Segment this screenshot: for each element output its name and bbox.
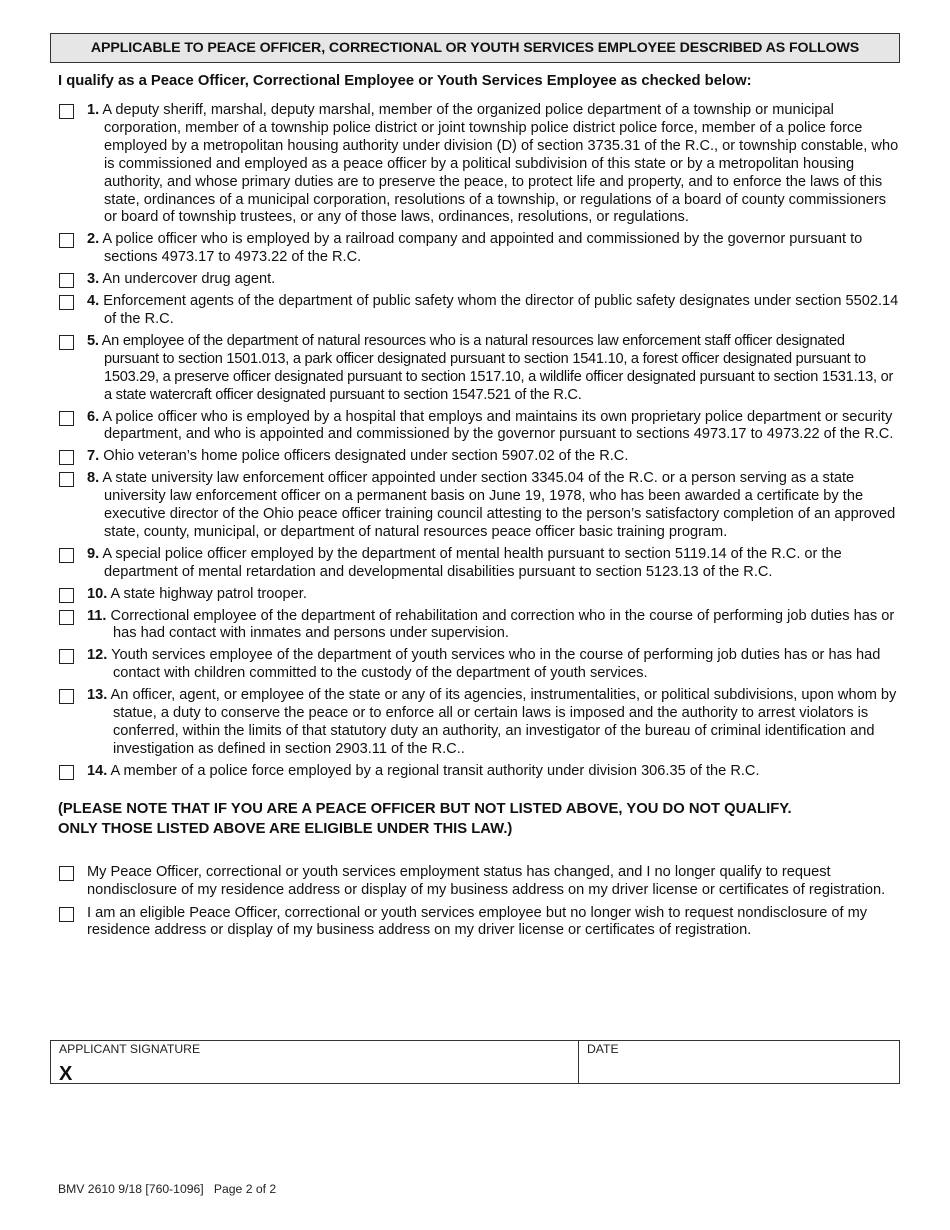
checkbox[interactable] [59, 548, 74, 563]
item-number: 7. [87, 448, 100, 465]
qualify-heading: I qualify as a Peace Officer, Correctional Employee or Youth Services Employee as checked below: [58, 73, 752, 89]
item-text: Correctional employee of the department of rehabilitation and correction who in the course of performing job duties has or has had contact with inmates and persons under supervision. [110, 607, 895, 642]
signature-label: APPLICANT SIGNATURE [59, 1042, 201, 1056]
checkbox[interactable] [59, 765, 74, 780]
checkbox[interactable] [59, 472, 74, 487]
eligibility-note [58, 799, 900, 839]
item-number: 6. [87, 408, 100, 425]
note-line-2: ONLY THOSE LISTED ABOVE ARE ELIGIBLE UNDER THIS LAW.) [58, 820, 513, 837]
item-text: Ohio veteran’s home police officers designated under section 5907.02 of the R.C. [103, 448, 629, 465]
page-number: Page 2 of 2 [213, 1182, 277, 1196]
signature-cell [51, 1041, 579, 1083]
qualification-item-14 [50, 763, 900, 781]
checkbox[interactable] [59, 588, 74, 603]
item-text: A police officer who is employed by a hospital that employs and maintains its own proprietary police department or security department, and who is appointed and commissioned by the governor pursuant to sections 4973.17 to 4973.22 of the R.C. [102, 408, 894, 443]
item-text: A state university law enforcement officer appointed under section 3345.04 of the R.C. or a person serving as a state university law enforcement officer on a permanent basis on June 19, 1978, who has been awarded a certificate by the executive director of the Ohio peace officer training council attesting to the person’s satisfactory completion of an approved state, county, municipal, or department of natural resources peace officer basic training program. [102, 470, 896, 540]
item-number: 5. [87, 332, 99, 349]
status-option-text: My Peace Officer, correctional or youth services employment status has changed, and I no longer qualify to request nondisclosure of my residence address or display of my business address on my driver license or certificates of registration. [87, 863, 886, 898]
item-text: An officer, agent, or employee of the state or any of its agencies, instrumentalities, or political subdivisions, upon whom by statue, a duty to conserve the peace or to enforce all or certain laws is imposed and the authority to arrest violators is conferred, within the limits of that statutory duty an authority, an investigator of the bureau of criminal identification and investigation as defined in section 2903.11 of the R.C.. [110, 687, 897, 757]
checkbox[interactable] [59, 273, 74, 288]
checkbox[interactable] [59, 450, 74, 465]
status-option-no-longer-qualify [50, 864, 900, 900]
qualification-item-5 [50, 333, 900, 405]
date-field[interactable] [587, 1059, 893, 1083]
checkbox[interactable] [59, 335, 74, 350]
qualification-item-3 [50, 271, 900, 289]
qualification-item-6 [50, 409, 900, 445]
note-line-1: (PLEASE NOTE THAT IF YOU ARE A PEACE OFFICER BUT NOT LISTED ABOVE, YOU DO NOT QUALIFY. [58, 800, 792, 817]
checkbox[interactable] [59, 233, 74, 248]
qualification-item-12 [50, 647, 900, 683]
date-cell [579, 1041, 899, 1083]
checkbox[interactable] [59, 104, 74, 119]
qualification-item-1 [50, 102, 900, 227]
signature-field[interactable] [83, 1059, 572, 1083]
qualification-item-7 [50, 448, 900, 466]
item-text: A special police officer employed by the department of mental health pursuant to section 5119.14 of the R.C. or the department of mental retardation and developmental disabilities pursuant to section 5123.13 of the R.C. [102, 545, 842, 580]
qualification-item-13 [50, 687, 900, 759]
item-number: 11. [87, 607, 107, 624]
checkbox[interactable] [59, 411, 74, 426]
item-number: 1. [87, 102, 100, 118]
checkbox[interactable] [59, 907, 74, 922]
qualification-item-8 [50, 470, 900, 542]
checkbox[interactable] [59, 610, 74, 625]
item-number: 13. [87, 687, 108, 704]
qualification-item-10 [50, 586, 900, 604]
item-number: 10. [87, 585, 108, 602]
signature-mark: X [59, 1063, 73, 1085]
form-id: BMV 2610 9/18 [760-1096] [58, 1182, 204, 1196]
status-options [50, 864, 900, 941]
item-number: 14. [87, 762, 108, 779]
qualification-item-4 [50, 293, 900, 329]
qualification-list [50, 102, 900, 781]
checkbox[interactable] [59, 649, 74, 664]
status-option-no-longer-wish [50, 905, 900, 941]
qualification-item-11 [50, 608, 900, 644]
status-option-text: I am an eligible Peace Officer, correctional or youth services employee but no longer wish to request nondisclosure of my residence address or display of my business address on my driver license or certificates of registration. [87, 904, 868, 939]
form-footer [58, 1182, 276, 1196]
item-text: A deputy sheriff, marshal, deputy marshal, member of the organized police department of a township or municipal corporation, member of a township police district or joint township police district police force, member of a police force employed by a metropolitan housing authority under division (D) of section 3735.31 of the R.C., or township constable, who is commissioned and employed as a peace officer by a political subdivision of this state or by a metropolitan housing authority, and whose primary duties are to preserve the peace, to protect life and property, and to enforce the laws of this state, ordinances of a municipal corporation, resolutions of a township, or regulations of a board of county commissioners or board of township trustees, or any of those laws, ordinances, resolutions, or regulations. [102, 102, 899, 226]
item-number: 4. [87, 293, 100, 310]
date-label: DATE [587, 1042, 619, 1056]
section-header: APPLICABLE TO PEACE OFFICER, CORRECTIONAL OR YOUTH SERVICES EMPLOYEE DESCRIBED AS FOLLOWS [50, 33, 900, 63]
signature-table [50, 1040, 900, 1084]
item-number: 9. [87, 545, 100, 562]
item-text: A police officer who is employed by a railroad company and appointed and commissioned by the governor pursuant to sections 4973.17 to 4973.22 of the R.C. [102, 231, 863, 266]
item-text: A state highway patrol trooper. [110, 585, 307, 602]
item-text: Youth services employee of the department of youth services who in the course of performing job duties has or has had contact with children committed to the custody of the department of youth services. [111, 647, 881, 682]
item-text: An undercover drug agent. [102, 271, 276, 288]
item-text: Enforcement agents of the department of public safety whom the director of public safety designates under section 5502.14 of the R.C. [103, 293, 899, 327]
checkbox[interactable] [59, 295, 74, 310]
qualification-item-9 [50, 546, 900, 582]
item-text: A member of a police force employed by a regional transit authority under division 306.35 of the R.C. [110, 762, 760, 779]
form-page [50, 33, 900, 1196]
qualification-item-2 [50, 231, 900, 267]
item-number: 2. [87, 231, 100, 248]
item-number: 3. [87, 271, 100, 288]
item-text: An employee of the department of natural resources who is a natural resources law enforcement staff officer designated pursuant to section 1501.013, a park officer designated pursuant to section 1541.10, a forest officer designated pursuant to 1503.29, a preserve officer designated pursuant to section 1517.10, a wildlife officer designated pursuant to section 1531.13, or a state watercraft officer designated pursuant to section 1547.521 of the R.C. [101, 332, 894, 403]
checkbox[interactable] [59, 689, 74, 704]
checkbox[interactable] [59, 866, 74, 881]
item-number: 12. [87, 647, 108, 664]
item-number: 8. [87, 470, 100, 487]
